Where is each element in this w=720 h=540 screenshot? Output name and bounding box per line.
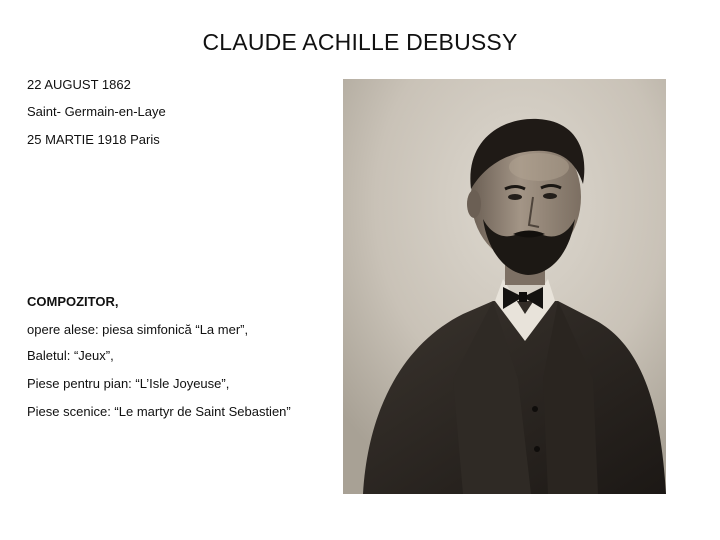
works-item: Piese scenice: “Le martyr de Saint Sebastien” (27, 404, 291, 419)
birth-place: Saint- Germain-en-Laye (27, 104, 166, 119)
works-item: Piese pentru pian: “L’Isle Joyeuse”, (27, 376, 230, 391)
death-info: 25 MARTIE 1918 Paris (27, 132, 160, 147)
portrait-photo (343, 79, 666, 494)
works-item: Baletul: “Jeux”, (27, 348, 114, 363)
slide-title: CLAUDE ACHILLE DEBUSSY (202, 29, 518, 55)
works-item: opere alese: piesa simfonică “La mer”, (27, 322, 249, 337)
profession: COMPOZITOR, (27, 294, 119, 309)
birth-date: 22 AUGUST 1862 (27, 77, 131, 92)
portrait-icon (343, 79, 666, 494)
